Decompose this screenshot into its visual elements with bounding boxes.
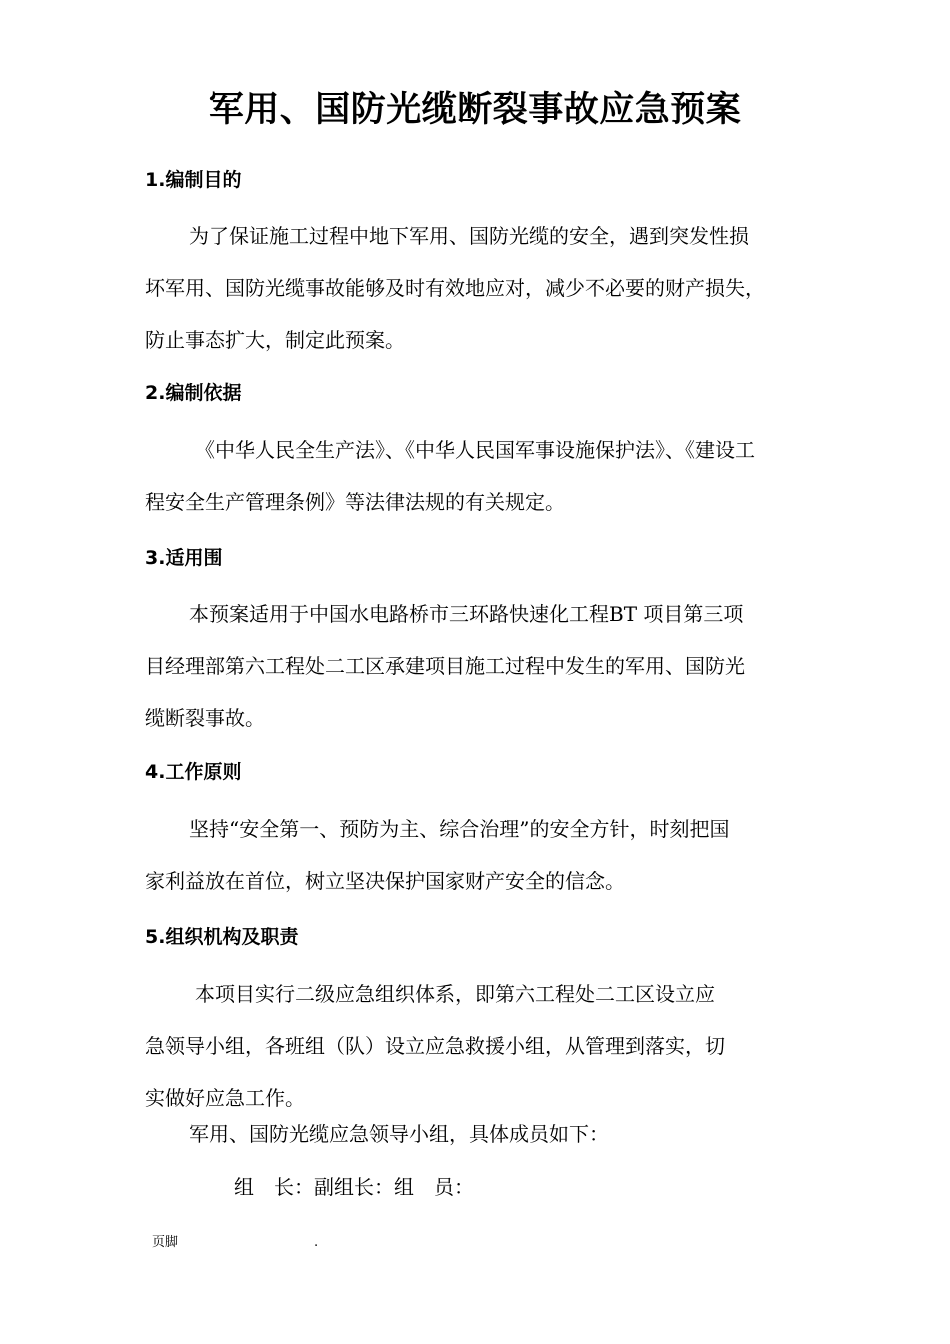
- paragraph-line: 防止事态扩大，制定此预案。: [145, 328, 405, 352]
- paragraph-line: 程安全生产管理条例》等法律法规的有关规定。: [145, 490, 565, 514]
- group-intro: 军用、国防光缆应急领导小组，具体成员如下：: [189, 1122, 609, 1146]
- section-body-purpose: [145, 210, 825, 366]
- paragraph-line: 坏军用、国防光缆事故能够及时有效地应对，减少不必要的财产损失，: [145, 276, 765, 300]
- section-body-scope: [145, 588, 825, 744]
- section-heading-purpose: 1.编制目的: [145, 169, 242, 191]
- section-body-basis: [145, 424, 825, 528]
- footer-label: 页脚: [152, 1235, 179, 1250]
- paragraph-line: 坚持“安全第一、预防为主、综合治理”的安全方针，时刻把国: [189, 817, 730, 841]
- paragraph-line: 实做好应急工作。: [145, 1086, 305, 1110]
- paragraph-line: 本项目实行二级应急组织体系，即第六工程处二工区设立应: [195, 982, 715, 1006]
- paragraph-line: 《中华人民全生产法》、《中华人民国军事设施保护法》、《建设工: [195, 438, 755, 462]
- paragraph-line: 为了保证施工过程中地下军用、国防光缆的安全，遇到突发性损: [189, 224, 749, 248]
- section-heading-basis: 2.编制依据: [145, 382, 242, 404]
- footer-dot: .: [314, 1235, 319, 1250]
- paragraph-line: 家利益放在首位，树立坚决保护国家财产安全的信念。: [145, 869, 625, 893]
- section-heading-organization: 5.组织机构及职责: [145, 926, 299, 948]
- document-title: 军用、国防光缆断裂事故应急预案: [208, 89, 742, 130]
- section-body-organization: [145, 968, 825, 1124]
- section-heading-scope: 3.适用围: [145, 547, 223, 569]
- paragraph-line: 目经理部第六工程处二工区承建项目施工过程中发生的军用、国防光: [145, 654, 745, 678]
- paragraph-line: 本预案适用于中国水电路桥市三环路快速化工程BT 项目第三项: [189, 602, 744, 626]
- section-body-principles: [145, 803, 825, 907]
- section-heading-principles: 4.工作原则: [145, 761, 242, 783]
- members-line: 组 长：副组长：组 员：: [234, 1175, 474, 1199]
- paragraph-line: 缆断裂事故。: [145, 706, 265, 730]
- paragraph-line: 急领导小组，各班组（队）设立应急救援小组，从管理到落实，切: [145, 1034, 725, 1058]
